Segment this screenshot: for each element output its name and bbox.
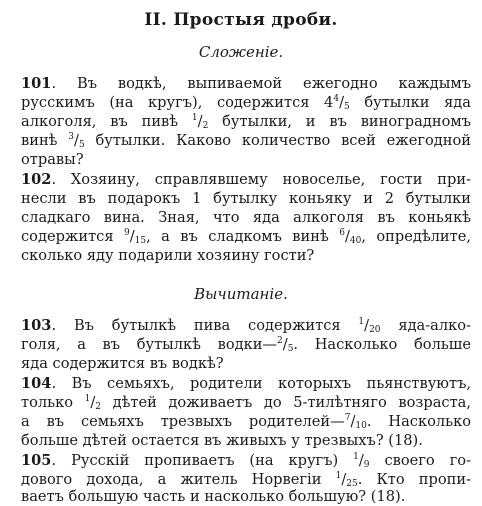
- problem-number: 104: [21, 375, 52, 392]
- section-title-addition: Сложеніе.: [198, 43, 284, 61]
- fraction-numerator: 6: [339, 228, 345, 238]
- text-run: , а въ сладкомъ винѣ: [146, 228, 340, 245]
- fraction-numerator: 1: [335, 471, 342, 481]
- text-run: /: [344, 228, 350, 245]
- text-run: Въ семьяхъ, родители которыхъ пьянствуютъ,: [71, 375, 471, 392]
- text-run: винѣ: [21, 132, 69, 149]
- text-run: больше дѣтей остается въ живыхъ у трезвыхъ? (18).: [21, 432, 423, 449]
- text-run: ваетъ большую часть и насколько большую? (18).: [21, 488, 406, 505]
- text-run: /: [350, 413, 356, 430]
- text-run: Русскій пропиваетъ (на кругъ): [71, 452, 354, 469]
- text-run: русскимъ (на кругъ), содержится 4: [21, 94, 334, 111]
- problem-101-line-5: [21, 150, 471, 169]
- problem-number: 101: [21, 75, 52, 92]
- text-run: . Насколько: [366, 413, 471, 430]
- fraction-denominator: 10: [355, 421, 367, 431]
- text-run: яда содержится въ водкѣ?: [21, 355, 224, 372]
- fraction-denominator: 5: [344, 102, 350, 112]
- fraction-denominator: 40: [349, 236, 362, 246]
- text-run: своего го-: [369, 452, 472, 469]
- text-run: /: [74, 132, 79, 149]
- section-title-subtraction: Вычитаніе.: [194, 285, 288, 303]
- text-run: /: [358, 452, 364, 469]
- text-run: . Насколько больше: [293, 336, 471, 353]
- fraction-denominator: 5: [287, 344, 294, 354]
- text-run: яда-алко-: [380, 317, 471, 334]
- problem-102-line-3: [21, 208, 471, 227]
- problem-103-line-3: [21, 354, 471, 373]
- text-run: несли въ подарокъ 1 бутылку коньяку и 2 бутылки: [21, 190, 471, 207]
- text-run: только: [21, 394, 85, 411]
- text-run: алкоголя, въ пивѣ: [21, 113, 192, 130]
- text-run: /: [90, 394, 96, 411]
- problem-103-line-2: [21, 335, 471, 354]
- text-run: , опредѣлите,: [361, 228, 472, 245]
- fraction-numerator: 3: [68, 132, 75, 142]
- problem-101-line-4: [21, 131, 471, 150]
- text-run: сладкаго вина. Зная, что яда алкоголя въ коньякѣ: [21, 209, 471, 226]
- problem-103-line-1: 103. Въ бутылкѣ пива содержится $^1/_{20}$ яда-алко-: [21, 317, 471, 335]
- problem-104-line-4: [21, 431, 471, 450]
- fraction-denominator: 15: [134, 236, 147, 246]
- fraction-denominator: 25: [346, 479, 358, 489]
- text-run: /: [341, 471, 347, 488]
- fraction-denominator: 5: [78, 140, 85, 150]
- problem-101-line-2: [21, 93, 471, 112]
- problem-101-line-3: [21, 112, 471, 131]
- text-run: /: [282, 336, 288, 353]
- fraction-denominator: 9: [363, 460, 370, 470]
- problem-number: 105: [21, 452, 52, 469]
- fraction-numerator: 2: [277, 336, 283, 346]
- problem-105-line-3: [21, 487, 471, 506]
- text-run: отравы?: [21, 151, 84, 168]
- text-run: а въ семьяхъ трезвыхъ родителей—: [21, 413, 345, 430]
- fraction-numerator: 1: [358, 317, 365, 327]
- text-run: /: [364, 317, 370, 334]
- problem-101-line-1: 101. Въ водкѣ, выпиваемой ежегодно каждымъ: [21, 75, 471, 92]
- problem-104-line-2: [21, 393, 471, 412]
- text-run: . Кто пропи-: [357, 471, 472, 488]
- fraction-numerator: 4: [333, 94, 340, 104]
- text-run: /: [339, 94, 345, 111]
- chapter-title: II. Простыя дроби.: [144, 10, 338, 30]
- problem-104-line-3: [21, 412, 471, 431]
- text-run: дѣтей доживаетъ до 5-тилѣтняго возраста,: [100, 394, 471, 411]
- text-run: содержится: [21, 228, 124, 245]
- text-run: Хозяину, справлявшему новоселье, гости при-: [70, 171, 471, 188]
- problem-102-line-4: [21, 227, 471, 246]
- text-run: бутылки яда: [349, 94, 471, 111]
- problem-102-line-2: [21, 189, 471, 208]
- problem-102-line-1: 102. Хозяину, справлявшему новоселье, гости при-: [21, 171, 471, 188]
- fraction-numerator: 1: [191, 113, 198, 123]
- problem-102-line-5: [21, 246, 471, 265]
- problem-number: 102: [21, 171, 52, 188]
- fraction-numerator: 1: [84, 394, 91, 404]
- text-run: /: [197, 113, 203, 130]
- fraction-numerator: 7: [344, 413, 351, 423]
- text-run: бутылки, и въ виноградномъ: [208, 113, 471, 130]
- text-run: голя, а въ бутылкѣ водки—: [21, 336, 278, 353]
- problem-104-line-1: 104. Въ семьяхъ, родители которыхъ пьянствуютъ,: [21, 375, 471, 392]
- fraction-denominator: 20: [369, 325, 381, 335]
- fraction-numerator: 9: [123, 228, 130, 238]
- fraction-denominator: 2: [202, 121, 209, 131]
- text-run: бутылки. Каково количество всей ежегодной: [84, 132, 471, 149]
- text-run: дового дохода, а житель Норвегіи: [21, 471, 336, 488]
- text-run: Въ бутылкѣ пива содержится: [73, 317, 359, 334]
- fraction-numerator: 1: [353, 452, 359, 462]
- text-run: сколько яду подарили хозяину гости?: [21, 247, 315, 264]
- text-run: /: [129, 228, 135, 245]
- fraction-denominator: 2: [95, 402, 101, 412]
- text-run: Въ водкѣ, выпиваемой ежегодно каждымъ: [77, 75, 471, 92]
- problem-number: 103: [21, 317, 52, 334]
- problem-105-line-1: 105. Русскій пропиваетъ (на кругъ) $^1/_9$ своего го-: [21, 452, 472, 470]
